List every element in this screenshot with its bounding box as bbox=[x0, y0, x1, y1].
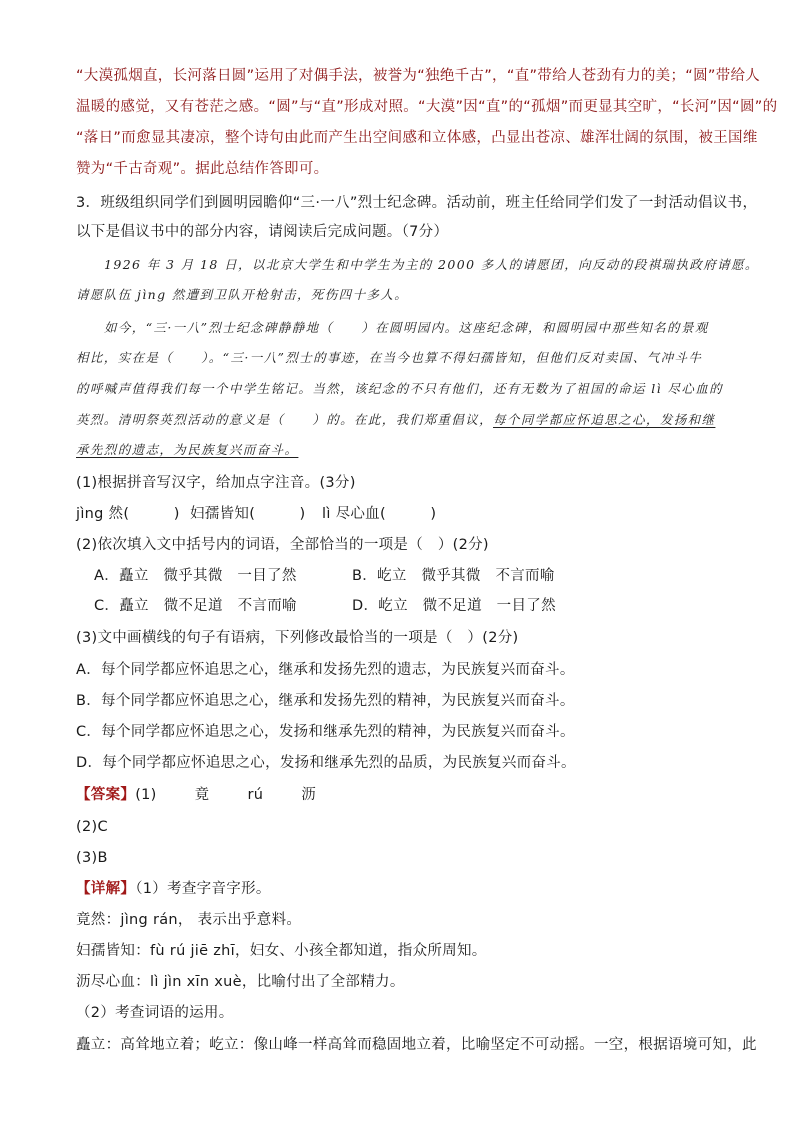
answer-label: 【答案】 bbox=[76, 787, 136, 803]
sub2-option-a bbox=[94, 566, 297, 586]
sub3-option-c: C．每个同学都应怀追思之心，发扬和继承先烈的精神，为民族复兴而奋斗。 bbox=[76, 724, 575, 740]
answer-1-value-2: rú bbox=[247, 787, 264, 803]
detail-intro-2: （2）考查词语的运用。 bbox=[76, 1005, 234, 1021]
question-stem-line-2: 以下是倡议书中的部分内容，请阅读后完成问题。（7分） bbox=[76, 224, 449, 240]
option-text: 屹立 微乎其微 不言而喻 bbox=[377, 568, 555, 584]
passage-p2-line-2: 相比，实在是（ ）。“三·一八”烈士的事迹，在当今也算不得妇孺皆知，但他们反对卖国、气冲斗牛 bbox=[76, 350, 703, 365]
option-text: 矗立 微乎其微 一目了然 bbox=[119, 568, 297, 584]
detail-item-1: 竟然：jìng rán， 表示出乎意料。 bbox=[76, 912, 302, 928]
passage-p1-line-2: 请愿队伍 jìng 然遭到卫队开枪射击，死伤四十多人。 bbox=[76, 287, 409, 302]
sub1-prompt: (1)根据拼音写汉字，给加点字注音。(3分) bbox=[76, 475, 356, 491]
detail-item-3: 沥尽心血：lì jìn xīn xuè，比喻付出了全部精力。 bbox=[76, 974, 405, 990]
option-label: A． bbox=[94, 568, 120, 584]
detail-label: 【详解】 bbox=[76, 881, 136, 897]
sub1-item-3: lì 尽心血( ) bbox=[322, 506, 437, 522]
passage-p2-line-1: 如今，“三·一八”烈士纪念碑静静地（ ）在圆明园内。这座纪念碑，和圆明园中那些知名的景观 bbox=[104, 320, 709, 335]
detail-item-2: 妇孺皆知：fù rú jiē zhī，妇女、小孩全都知道，指众所周知。 bbox=[76, 943, 487, 959]
explanation-line-1: “大漠孤烟直，长河落日圆”运用了对偶手法，被誉为“独绝千古”，“直”带给人苍劲有力的美；“圆”带给人 bbox=[76, 68, 761, 84]
option-text: 屹立 微不足道 一目了然 bbox=[378, 598, 556, 614]
detail-intro: （1）考查字音字形。 bbox=[135, 881, 271, 897]
passage-p2-line-4-text: 英烈。清明祭英烈活动的意义是（ ）的。在此，我们郑重倡议， bbox=[76, 412, 494, 427]
detail-line-1 bbox=[76, 879, 271, 899]
sub2-option-d bbox=[352, 596, 556, 616]
answer-line-1 bbox=[76, 785, 316, 805]
sub3-option-d: D．每个同学都应怀追思之心，发扬和继承先烈的品质，为民族复兴而奋斗。 bbox=[76, 755, 576, 771]
answer-1-value-1: 竟 bbox=[194, 787, 210, 803]
sub2-option-b bbox=[352, 566, 555, 586]
answer-1-prefix: (1) bbox=[135, 787, 157, 803]
sub2-prompt: (2)依次填入文中括号内的词语，全部恰当的一项是（ ）(2分) bbox=[76, 537, 489, 553]
option-text: 矗立 微不足道 不言而喻 bbox=[119, 598, 297, 614]
sub1-item-1: jìng 然( ) bbox=[76, 506, 180, 522]
sub3-prompt: (3)文中画横线的句子有语病，下列修改最恰当的一项是（ ）(2分) bbox=[76, 630, 519, 646]
explanation-line-3: “落日”而愈显其凄凉，整个诗句由此而产生出空间感和立体感，凸显出苍凉、雄浑壮阔的氛围，被王国维 bbox=[76, 130, 758, 146]
option-label: D． bbox=[352, 598, 379, 614]
passage-p2-line-3: 的呼喊声值得我们每一个中学生铭记。当然，该纪念的不只有他们，还有无数为了祖国的命运 lì 尽心血的 bbox=[76, 381, 724, 396]
question-stem-line-1: 3．班级组织同学们到圆明园瞻仰“三·一八”烈士纪念碑。活动前，班主任给同学们发了一封活动倡议书， bbox=[76, 195, 758, 211]
sub3-option-a: A．每个同学都应怀追思之心，继承和发扬先烈的遗志，为民族复兴而奋斗。 bbox=[76, 662, 575, 678]
detail-item-4: 矗立：高耸地立着；屹立：像山峰一样高耸而稳固地立着，比喻坚定不可动摇。一空，根据语境可知，此 bbox=[76, 1037, 757, 1053]
passage-p2-line-4 bbox=[76, 410, 715, 430]
answer-3: (3)B bbox=[76, 850, 108, 866]
explanation-line-2: 温暖的感觉，又有苍茫之感。“圆”与“直”形成对照。“大漠”因“直”的“孤烟”而更显其空旷，“长河”因“圆”的 bbox=[76, 99, 778, 115]
underlined-sentence-part-2: 承先烈的遗志，为民族复兴而奋斗。 bbox=[76, 442, 299, 457]
answer-2: (2)C bbox=[76, 819, 108, 835]
sub2-option-c bbox=[94, 596, 297, 616]
sub1-item-2: 妇孺皆知( ) bbox=[190, 506, 306, 522]
sub3-option-b: B．每个同学都应怀追思之心，继承和发扬先烈的精神，为民族复兴而奋斗。 bbox=[76, 693, 575, 709]
answer-1-value-3: 沥 bbox=[301, 787, 317, 803]
passage-p1-line-1: 1926 年 3 月 18 日，以北京大学生和中学生为主的 2000 多人的请愿团，向反动的段祺瑞执政府请愿。 bbox=[104, 257, 759, 272]
option-label: C． bbox=[94, 598, 120, 614]
underlined-sentence-part-1: 每个同学都应怀追思之心，发扬和继 bbox=[493, 412, 716, 427]
option-label: B． bbox=[352, 568, 378, 584]
explanation-line-4: 赞为“千古奇观”。据此总结作答即可。 bbox=[76, 161, 329, 177]
